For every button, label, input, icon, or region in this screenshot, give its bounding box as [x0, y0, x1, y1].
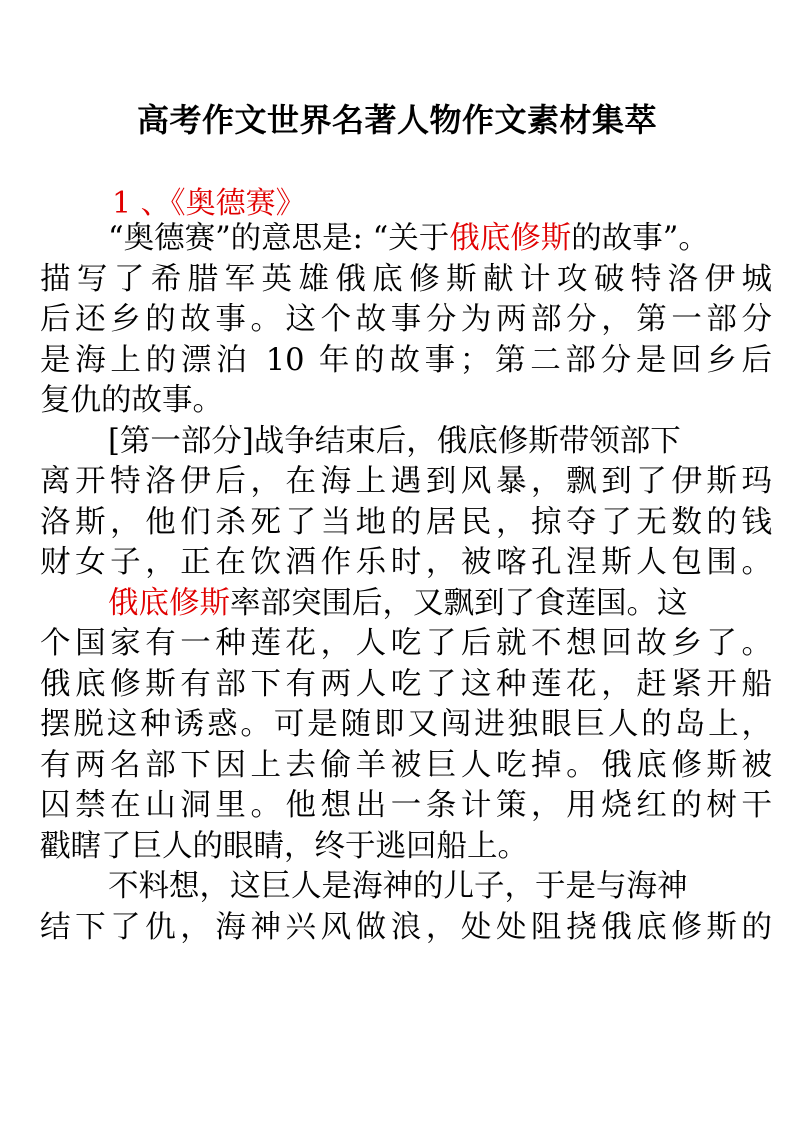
- text-run: 率部突围后，又飘到了食莲国。这: [230, 585, 688, 621]
- paragraph-3: [40, 584, 772, 868]
- document-title: 高考作文世界名著人物作文素材集萃: [136, 101, 657, 139]
- paragraph-line: 后还乡的故事。这个故事分为两部分，第一部分: [40, 302, 772, 337]
- paragraph-1: [40, 219, 772, 422]
- paragraph-line: 描写了希腊军英雄俄底修斯献计攻破特洛伊城: [40, 261, 772, 297]
- paragraph-line: 是海上的漂泊 10 年的故事；第二部分是回乡后: [40, 342, 772, 378]
- paragraph-line: 有两名部下因上去偷羊被巨人吃掉。俄底修斯被: [40, 747, 772, 783]
- paragraph-line: 摆脱这种诱惑。可是随即又闯进独眼巨人的岛上，: [40, 707, 772, 742]
- paragraph-line: 复仇的故事。: [40, 383, 223, 418]
- paragraph-4: [40, 867, 772, 948]
- paragraph-line: 囚禁在山洞里。他想出一条计策，用烧红的树干: [40, 788, 772, 823]
- paragraph-2: [40, 422, 772, 584]
- paragraph-line: 洛斯，他们杀死了当地的居民，掠夺了无数的钱: [40, 504, 772, 540]
- paragraph-line: 俄底修斯有部下有两人吃了这种莲花，赶紧开船: [40, 666, 772, 702]
- section-heading-odyssey: 1 、《奥德赛》: [112, 186, 306, 221]
- paragraph-line: 不料想，这巨人是海神的儿子，于是与海神: [108, 869, 688, 904]
- paragraph-line: 财女子，正在饮酒作乐时，被喀孔涅斯人包围。: [40, 545, 772, 580]
- paragraph-line: 离开特洛伊后，在海上遇到风暴，飘到了伊斯玛: [40, 464, 772, 499]
- document-body: [40, 219, 772, 948]
- text-run: 的故事”。: [571, 221, 709, 256]
- paragraph-line: [40, 584, 772, 625]
- text-run: “奥德赛”的意思是: “关于: [108, 221, 450, 256]
- paragraph-line: [第一部分]战争结束后，俄底修斯带领部下: [108, 423, 681, 459]
- paragraph-line: [40, 219, 772, 260]
- paragraph-line: 结下了仇，海神兴风做浪，处处阻挠俄底修斯的: [40, 909, 772, 945]
- paragraph-line: 个国家有一种莲花，人吃了后就不想回故乡了。: [40, 626, 772, 661]
- paragraph-line: 戳瞎了巨人的眼睛，终于逃回船上。: [40, 828, 528, 864]
- highlighted-name: 俄底修斯: [449, 221, 572, 256]
- highlighted-name: 俄底修斯: [108, 585, 230, 621]
